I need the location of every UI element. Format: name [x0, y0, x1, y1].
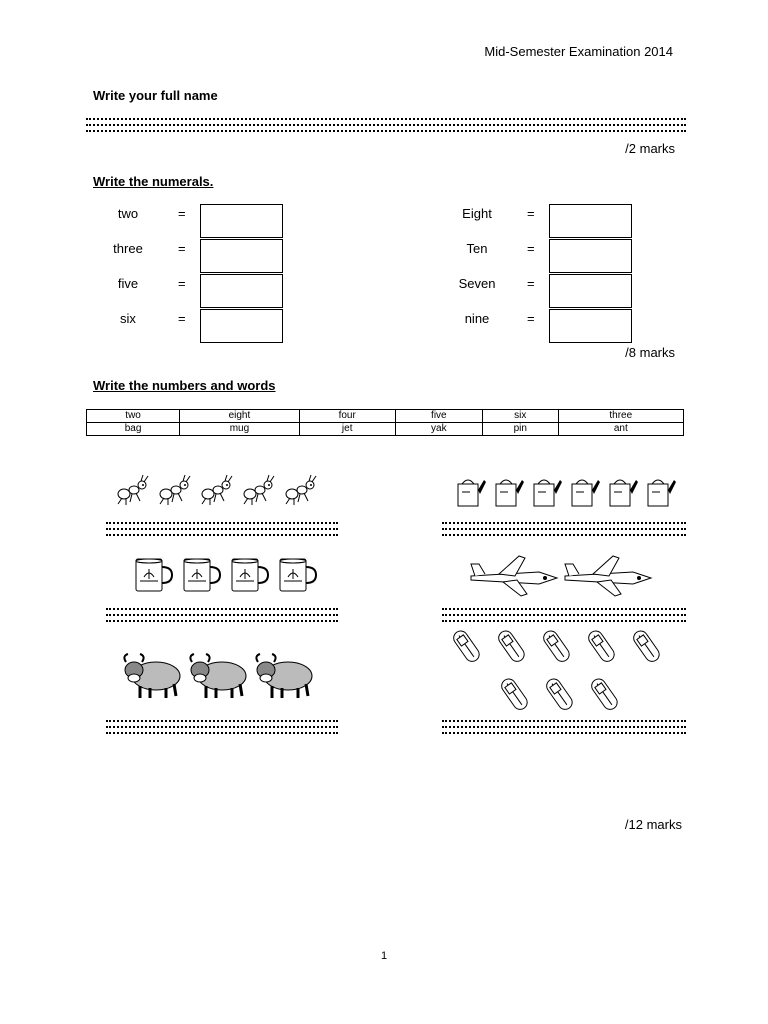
safety-pin-icon	[631, 628, 662, 664]
bag-icon	[496, 480, 524, 506]
numeral-word: Eight	[462, 206, 492, 221]
safety-pin-icon	[544, 676, 575, 712]
full-name-prompt: Write your full name	[93, 88, 218, 103]
mugs-picture-group	[128, 555, 318, 595]
word-cell: six	[482, 410, 558, 423]
answer-box[interactable]	[549, 204, 632, 238]
equals-sign: =	[178, 241, 186, 256]
mug-icon	[232, 559, 268, 591]
safety-pin-icon	[586, 628, 617, 664]
equals-sign: =	[178, 311, 186, 326]
jet-icon	[471, 556, 557, 596]
word-cell: five	[395, 410, 482, 423]
bag-icon	[648, 480, 676, 506]
word-cell: ant	[558, 423, 683, 436]
name-marks: /2 marks	[625, 141, 675, 156]
ant-icon	[286, 475, 316, 505]
bag-icon	[534, 480, 562, 506]
answer-box[interactable]	[200, 274, 283, 308]
numeral-word: nine	[464, 311, 490, 326]
equals-sign: =	[527, 276, 535, 291]
equals-sign: =	[527, 241, 535, 256]
word-cell: yak	[395, 423, 482, 436]
equals-sign: =	[527, 206, 535, 221]
mug-icon	[280, 559, 316, 591]
ant-icon	[160, 475, 190, 505]
jets-picture-group	[465, 552, 665, 598]
answer-box[interactable]	[200, 309, 283, 343]
bag-icon	[572, 480, 600, 506]
word-cell: eight	[180, 410, 300, 423]
numerals-section-title: Write the numerals.	[93, 174, 214, 189]
numeral-word: two	[117, 206, 139, 221]
equals-sign: =	[527, 311, 535, 326]
answer-box[interactable]	[200, 204, 283, 238]
safety-pin-icon	[451, 628, 482, 664]
jet-icon	[565, 556, 651, 596]
number-words-row	[87, 410, 684, 423]
answer-box[interactable]	[549, 239, 632, 273]
ant-icon	[118, 475, 148, 505]
yak-icon	[190, 654, 246, 698]
word-cell: four	[299, 410, 395, 423]
page-number: 1	[380, 950, 388, 962]
word-cell: jet	[299, 423, 395, 436]
bag-icon	[458, 480, 486, 506]
ant-icon	[202, 475, 232, 505]
ant-icon	[244, 475, 274, 505]
yak-icon	[124, 654, 180, 698]
answer-box[interactable]	[549, 309, 632, 343]
numeral-word: three	[113, 241, 143, 256]
numeral-word: six	[120, 311, 136, 326]
mug-icon	[136, 559, 172, 591]
numeral-word: Seven	[458, 276, 496, 291]
numerals-marks: /8 marks	[625, 345, 675, 360]
bag-icon	[610, 480, 638, 506]
safety-pin-icon	[541, 628, 572, 664]
words-marks: /12 marks	[624, 817, 682, 832]
yak-icon	[256, 654, 312, 698]
object-words-row	[87, 423, 684, 436]
word-cell: three	[558, 410, 683, 423]
ants-picture-group	[110, 470, 340, 510]
word-cell: two	[87, 410, 180, 423]
answer-box[interactable]	[549, 274, 632, 308]
word-bank-table	[86, 409, 684, 436]
mug-icon	[184, 559, 220, 591]
safety-pin-icon	[589, 676, 620, 712]
safety-pin-icon	[496, 628, 527, 664]
safety-pin-icon	[499, 676, 530, 712]
numeral-word: five	[117, 276, 139, 291]
numeral-word: Ten	[466, 241, 488, 256]
exam-title: Mid-Semester Examination 2014	[484, 44, 673, 59]
word-cell: mug	[180, 423, 300, 436]
word-cell: bag	[87, 423, 180, 436]
answer-box[interactable]	[200, 239, 283, 273]
equals-sign: =	[178, 206, 186, 221]
pins-picture-group	[448, 625, 678, 720]
yaks-picture-group	[118, 648, 328, 700]
equals-sign: =	[178, 276, 186, 291]
bags-picture-group	[450, 472, 680, 512]
words-section-title: Write the numbers and words	[93, 378, 276, 393]
word-cell: pin	[482, 423, 558, 436]
